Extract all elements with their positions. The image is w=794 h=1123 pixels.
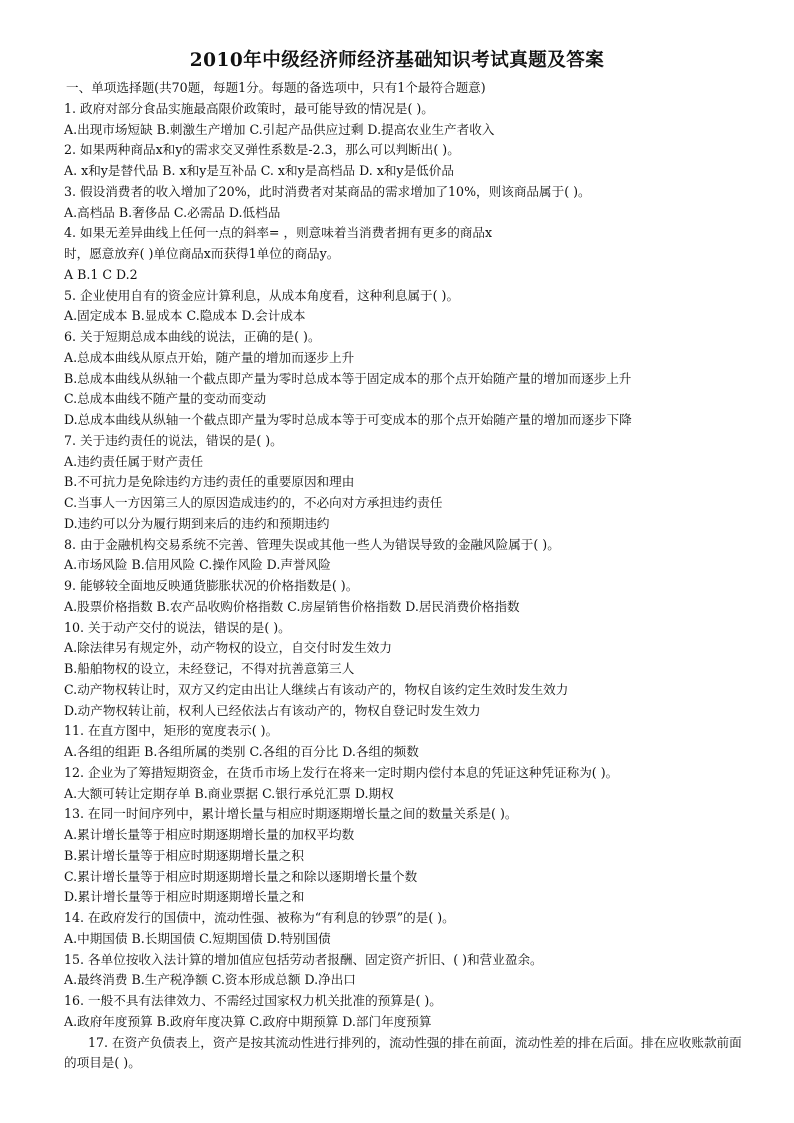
question-7: 7. 关于违约责任的说法，错误的是( )。	[64, 432, 283, 448]
question-7-option-d: D.违约可以分为履行期到来后的违约和预期违约	[64, 515, 330, 531]
question-16-options: A.政府年度预算 B.政府年度决算 C.政府中期预算 D.部门年度预算	[64, 1013, 432, 1029]
document-body	[64, 78, 740, 1074]
question-7-option-a: A.违约责任属于财产责任	[64, 453, 204, 469]
question-13-option-b: B.累计增长量等于相应时期逐期增长量之积	[64, 847, 304, 863]
question-11-options: A.各组的组距 B.各组所属的类别 C.各组的百分比 D.各组的频数	[64, 744, 419, 759]
question-10: 10. 关于动产交付的说法，错误的是( )。	[64, 619, 291, 635]
question-4: 4. 如果无差异曲线上任何一点的斜率= ，则意味着当消费者拥有更多的商品x	[64, 225, 493, 241]
question-8: 8. 由于金融机构交易系统不完善、管理失误或其他一些人为错误导致的金融风险属于( )。	[64, 536, 560, 552]
question-10-option-a: A.除法律另有规定外，动产物权的设立，自交付时发生效力	[64, 640, 392, 656]
question-17: 17. 在资产负债表上，资产是按其流动性进行排列的，流动性强的排在前面，流动性差的排在后面。排在应收账款前面的项目是( )。	[64, 1034, 742, 1071]
question-14: 14. 在政府发行的国债中，流动性强、被称为“有利息的钞票”的是( )。	[64, 910, 455, 925]
question-11: 11. 在直方图中，矩形的宽度表示( )。	[64, 723, 279, 739]
question-6-option-b: B.总成本曲线从纵轴一个截点即产量为零时总成本等于固定成本的那个点开始随产量的增加而逐步上升	[64, 370, 632, 386]
question-9-options: A.股票价格指数 B.农产品收购价格指数 C.房屋销售价格指数 D.居民消费价格指数	[64, 598, 520, 614]
question-4-options: A B.1 C D.2	[64, 266, 138, 282]
question-3: 3. 假设消费者的收入增加了20%，此时消费者对某商品的需求增加了10%，则该商品属于( )。	[64, 183, 591, 199]
question-13: 13. 在同一时间序列中，累计增长量与相应时期逐期增长量之间的数量关系是( )。	[64, 806, 518, 822]
question-6-option-a: A.总成本曲线从原点开始，随产量的增加而逐步上升	[64, 349, 355, 365]
question-12-options: A.大额可转让定期存单 B.商业票据 C.银行承兑汇票 D.期权	[64, 785, 394, 801]
question-5: 5. 企业使用自有的资金应计算利息，从成本角度看，这种利息属于( )。	[64, 287, 460, 303]
question-7-option-b: B.不可抗力是免除违约方违约责任的重要原因和理由	[64, 474, 355, 490]
question-6-option-c: C.总成本曲线不随产量的变动而变动	[64, 391, 267, 407]
section-heading: 一、单项选择题(共70题，每题1分。每题的备选项中，只有1个最符合题意)	[66, 80, 486, 95]
question-6: 6. 关于短期总成本曲线的说法，正确的是( )。	[64, 329, 321, 344]
question-12: 12. 企业为了筹措短期资金，在货币市场上发行在将来一定时期内偿付本息的凭证这种凭证称为( )。	[64, 764, 619, 780]
question-9: 9. 能够较全面地反映通货膨胀状况的价格指数是( )。	[64, 578, 359, 593]
question-16: 16. 一般不具有法律效力、不需经过国家权力机关批准的预算是( )。	[64, 993, 442, 1008]
question-1: 1. 政府对部分食品实施最高限价政策时，最可能导致的情况是( )。	[64, 100, 434, 116]
question-4-continued: 时，愿意放弃( )单位商品x而获得1单位的商品y。	[64, 246, 340, 261]
question-10-option-d: D.动产物权转让前，权利人已经依法占有该动产的，物权自登记时发生效力	[64, 702, 481, 718]
question-10-option-c: C.动产物权转让时，双方又约定由出让人继续占有该动产的，物权自该约定生效时发生效力	[64, 681, 569, 697]
question-13-option-d: D.累计增长量等于相应时期逐期增长量之和	[64, 889, 305, 905]
question-13-option-a: A.累计增长量等于相应时期逐期增长量的加权平均数	[64, 827, 355, 842]
question-5-options: A.固定成本 B.显成本 C.隐成本 D.会计成本	[64, 308, 306, 324]
question-7-option-c: C.当事人一方因第三人的原因造成违约的，不必向对方承担违约责任	[64, 495, 443, 510]
question-2-options: A. x和y是替代品 B. x和y是互补品 C. x和y是高档品 D. x和y是低价品	[64, 163, 454, 178]
question-10-option-b: B.船舶物权的设立，未经登记，不得对抗善意第三人	[64, 661, 355, 676]
question-2: 2. 如果两种商品x和y的需求交叉弹性系数是-2.3，那么可以判断出( )。	[64, 142, 460, 158]
question-13-option-c: C.累计增长量等于相应时期逐期增长量之和除以逐期增长量个数	[64, 868, 418, 884]
question-3-options: A.高档品 B.奢侈品 C.必需品 D.低档品	[64, 204, 281, 220]
question-14-options: A.中期国债 B.长期国债 C.短期国债 D.特别国债	[64, 930, 331, 946]
question-6-option-d: D.总成本曲线从纵轴一个截点即产量为零时总成本等于可变成本的那个点开始随产量的增加而逐步下降	[64, 412, 632, 427]
document-title: 2010年中级经济师经济基础知识考试真题及答案	[189, 50, 605, 71]
question-15-options: A.最终消费 B.生产税净额 C.资本形成总额 D.净出口	[64, 972, 356, 988]
question-1-options: A.出现市场短缺 B.刺激生产增加 C.引起产品供应过剩 D.提高农业生产者收入	[64, 121, 495, 137]
question-15: 15. 各单位按收入法计算的增加值应包括劳动者报酬、固定资产折旧、( )和营业盈余。	[64, 951, 543, 967]
question-8-options: A.市场风险 B.信用风险 C.操作风险 D.声誉风险	[64, 557, 331, 573]
